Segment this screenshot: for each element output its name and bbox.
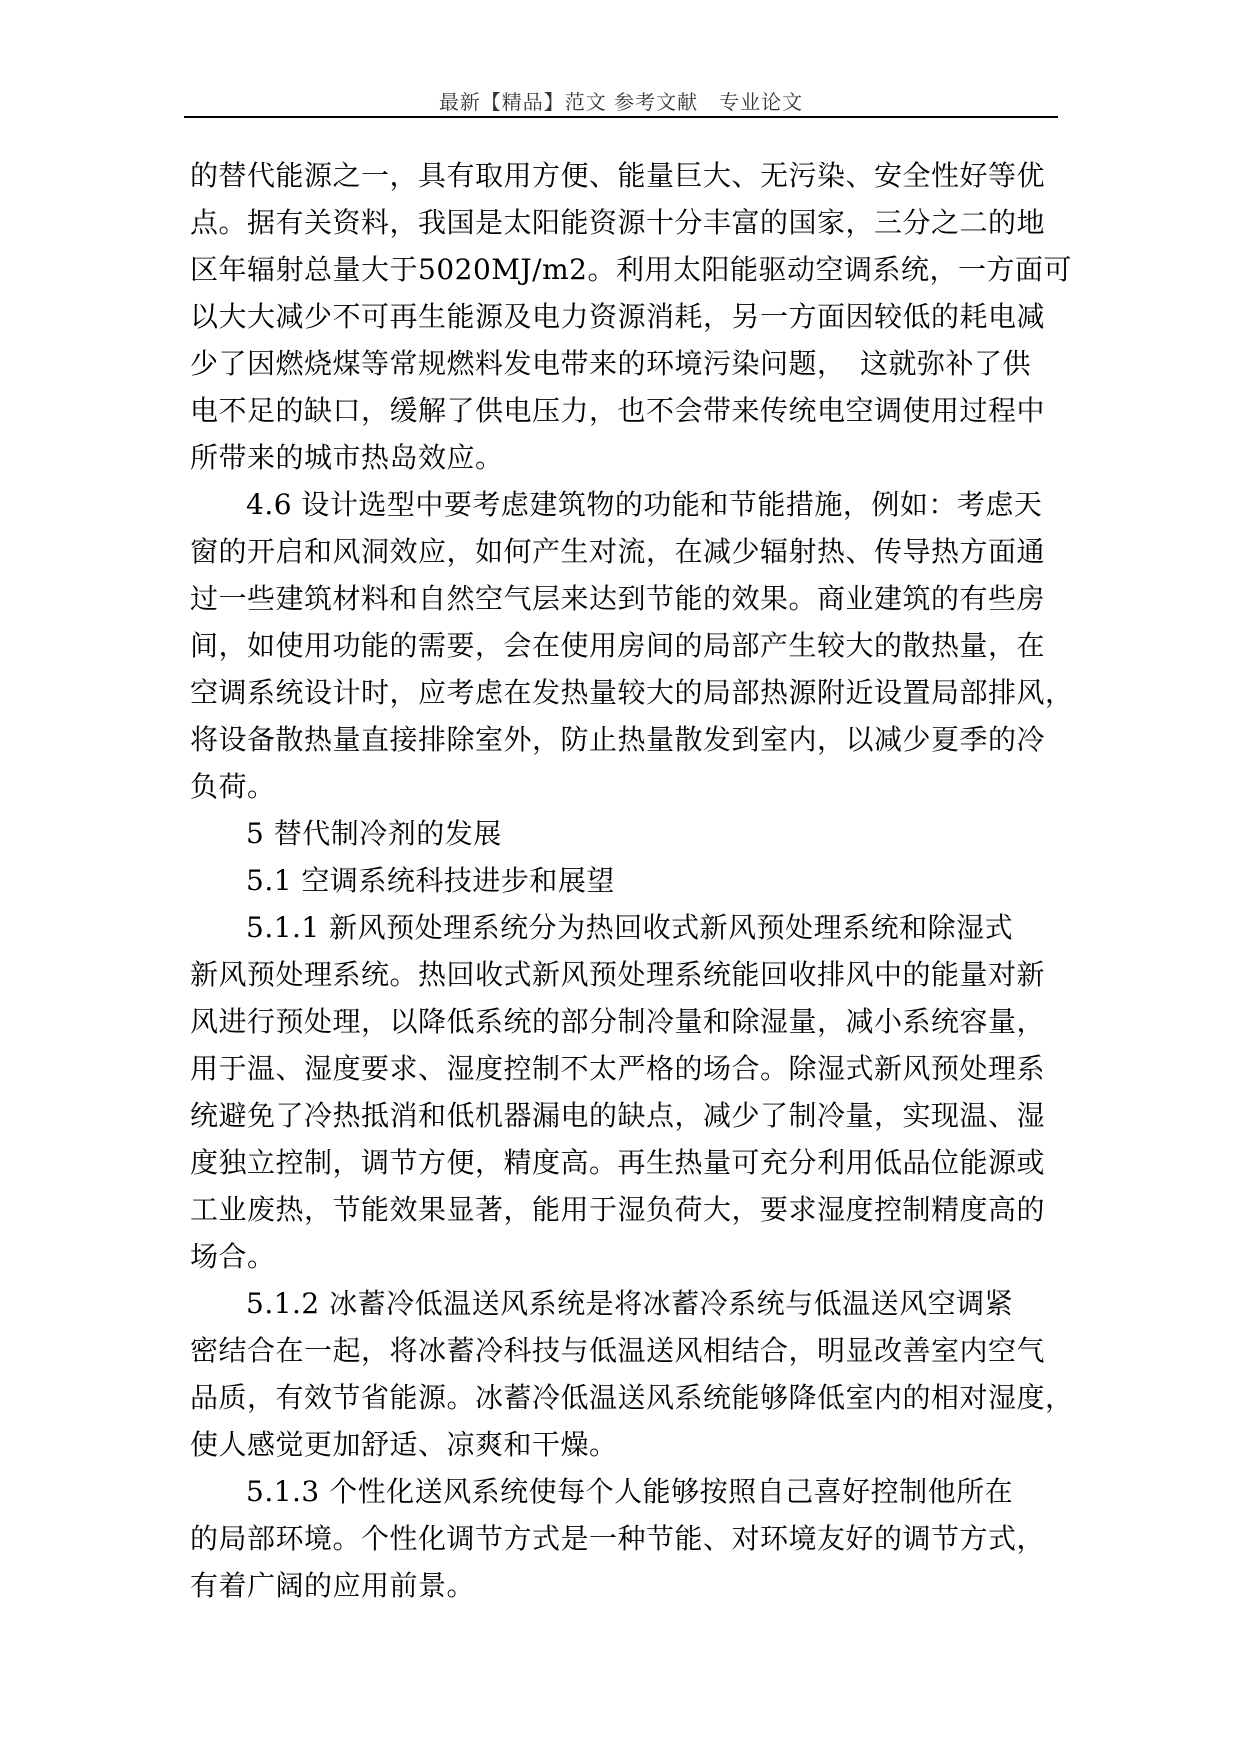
page-header: 最新【精品】范文 参考文献 专业论文 <box>438 90 804 114</box>
text-line: 所带来的城市热岛效应。 <box>190 441 504 474</box>
text-line: 有着广阔的应用前景。 <box>190 1569 476 1602</box>
text-line: 空调系统设计时，应考虑在发热量较大的局部热源附近设置局部排风， <box>190 676 1074 709</box>
subsection-heading: 5.1 空调系统科技进步和展望 <box>246 864 615 897</box>
text-line: 统避免了冷热抵消和低机器漏电的缺点，减少了制冷量，实现温、湿 <box>190 1099 1046 1132</box>
document-body <box>190 152 1074 1609</box>
text-line: 场合。 <box>190 1240 276 1273</box>
text-line: 少了因燃烧煤等常规燃料发电带来的环境污染问题， 这就弥补了供 <box>190 347 1032 380</box>
section-paragraph-start: 5.1.1 新风预处理系统分为热回收式新风预处理系统和除湿式 <box>246 911 1014 944</box>
section-paragraph-start: 4.6 设计选型中要考虑建筑物的功能和节能措施，例如：考虑天 <box>246 488 1043 521</box>
text-line: 工业废热，节能效果显著，能用于湿负荷大，要求湿度控制精度高的 <box>190 1193 1046 1226</box>
text-line: 负荷。 <box>190 770 276 803</box>
text-line: 电不足的缺口，缓解了供电压力，也不会带来传统电空调使用过程中 <box>190 394 1046 427</box>
text-line: 使人感觉更加舒适、凉爽和干燥。 <box>190 1428 618 1461</box>
text-line: 过一些建筑材料和自然空气层来达到节能的效果。商业建筑的有些房 <box>190 582 1046 615</box>
text-line: 的局部环境。个性化调节方式是一种节能、对环境友好的调节方式， <box>190 1522 1046 1555</box>
text-line: 的替代能源之一，具有取用方便、能量巨大、无污染、安全性好等优 <box>190 159 1046 192</box>
text-line: 区年辐射总量大于5020MJ/m2。利用太阳能驱动空调系统，一方面可 <box>190 253 1072 286</box>
text-line: 将设备散热量直接排除室外，防止热量散发到室内，以减少夏季的冷 <box>190 723 1046 756</box>
section-heading: 5 替代制冷剂的发展 <box>246 817 502 850</box>
text-line: 窗的开启和风洞效应，如何产生对流，在减少辐射热、传导热方面通 <box>190 535 1046 568</box>
text-line: 密结合在一起，将冰蓄冷科技与低温送风相结合，明显改善室内空气 <box>190 1334 1046 1367</box>
text-line: 品质，有效节省能源。冰蓄冷低温送风系统能够降低室内的相对湿度， <box>190 1381 1074 1414</box>
text-line: 用于温、湿度要求、湿度控制不太严格的场合。除湿式新风预处理系 <box>190 1052 1046 1085</box>
text-line: 新风预处理系统。热回收式新风预处理系统能回收排风中的能量对新 <box>190 958 1046 991</box>
header-divider <box>184 116 1058 118</box>
text-line: 度独立控制，调节方便，精度高。再生热量可充分利用低品位能源或 <box>190 1146 1046 1179</box>
text-line: 间，如使用功能的需要，会在使用房间的局部产生较大的散热量，在 <box>190 629 1046 662</box>
section-paragraph-start: 5.1.2 冰蓄冷低温送风系统是将冰蓄冷系统与低温送风空调紧 <box>246 1287 1014 1320</box>
text-line: 风进行预处理，以降低系统的部分制冷量和除湿量，减小系统容量， <box>190 1005 1046 1038</box>
section-paragraph-start: 5.1.3 个性化送风系统使每个人能够按照自己喜好控制他所在 <box>246 1475 1014 1508</box>
text-line: 点。据有关资料，我国是太阳能资源十分丰富的国家，三分之二的地 <box>190 206 1046 239</box>
text-line: 以大大减少不可再生能源及电力资源消耗，另一方面因较低的耗电减 <box>190 300 1046 333</box>
